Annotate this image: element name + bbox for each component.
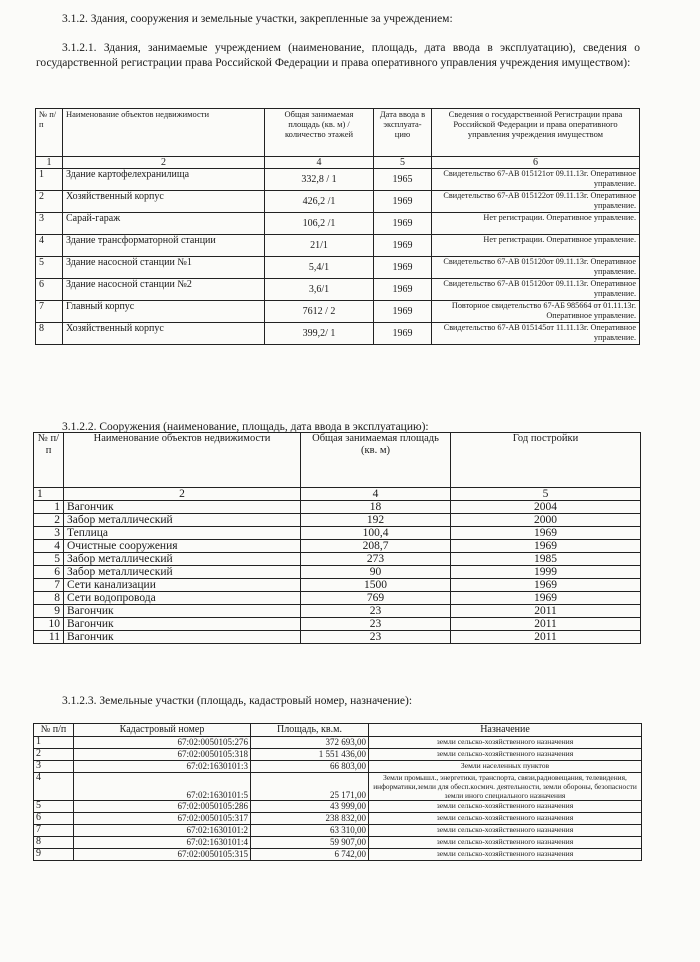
- cadastral-number: 67:02:1630101:4: [74, 837, 251, 849]
- land-area: 238 832,00: [251, 813, 369, 825]
- row-number: 8: [34, 592, 64, 605]
- col-header-number: № п/п: [36, 109, 63, 157]
- structure-year: 1985: [451, 553, 641, 566]
- col-header-registration: Сведения о государственной Регистрации права Российской Федерации и права оперативного управления учреждения имуществом: [432, 109, 640, 157]
- building-registration: Нет регистрации. Оперативное управление.: [432, 213, 640, 235]
- row-number: 2: [34, 749, 74, 761]
- building-registration: Свидетельство 67-АВ 015122от 09.11.13г. Оперативное управление.: [432, 191, 640, 213]
- table-row: [34, 553, 641, 566]
- row-number: 5: [36, 257, 63, 279]
- structure-name: Забор металлический: [64, 566, 301, 579]
- row-number: 3: [36, 213, 63, 235]
- building-year: 1969: [374, 213, 432, 235]
- col-number: 2: [64, 488, 301, 501]
- table-row: [34, 837, 642, 849]
- building-year: 1969: [374, 191, 432, 213]
- row-number: 5: [34, 553, 64, 566]
- building-area: 7612 / 2: [265, 301, 374, 323]
- structure-area: 100,4: [301, 527, 451, 540]
- row-number: 2: [36, 191, 63, 213]
- land-purpose: земли сельско-хозяйственного назначения: [369, 801, 642, 813]
- col-header-year: Дата ввода в эксплуата-цию: [374, 109, 432, 157]
- structure-year: 2011: [451, 618, 641, 631]
- section-heading-3-1-2-2: 3.1.2.2. Сооружения (наименование, площадь, дата ввода в эксплуатацию):: [62, 421, 429, 433]
- building-name: Хозяйственный корпус: [63, 191, 265, 213]
- col-number: 4: [265, 157, 374, 169]
- structure-name: Теплица: [64, 527, 301, 540]
- row-number: 4: [34, 773, 74, 801]
- structure-area: 23: [301, 631, 451, 644]
- structure-year: 1969: [451, 592, 641, 605]
- structure-year: 1969: [451, 527, 641, 540]
- structure-name: Забор металлический: [64, 553, 301, 566]
- building-year: 1969: [374, 301, 432, 323]
- col-header-area: Площадь, кв.м.: [251, 724, 369, 737]
- col-number: 6: [432, 157, 640, 169]
- structure-area: 18: [301, 501, 451, 514]
- section-heading-3-1-2-3: 3.1.2.3. Земельные участки (площадь, кадастровый номер, назначение):: [62, 695, 413, 707]
- structure-year: 2000: [451, 514, 641, 527]
- building-year: 1965: [374, 169, 432, 191]
- col-header-number: № п/п: [34, 724, 74, 737]
- row-number: 5: [34, 801, 74, 813]
- land-purpose: Земли промышл., энергетики, транспорта, связи,радиовещания, телевидения, информатики,земли для обесп.космич. деятельности, земли обороны, безопасности земли иного специального назначения: [369, 773, 642, 801]
- row-number: 7: [36, 301, 63, 323]
- structures-table: [33, 432, 641, 644]
- building-registration: Свидетельство 67-АВ 015120от 09.11.13г. Оперативное управление.: [432, 257, 640, 279]
- table-row: [34, 749, 642, 761]
- structure-name: Вагончик: [64, 501, 301, 514]
- land-area: 25 171,00: [251, 773, 369, 801]
- table-header-row: [36, 109, 640, 157]
- column-number-row: [34, 488, 641, 501]
- cadastral-number: 67:02:1630101:3: [74, 761, 251, 773]
- row-number: 6: [36, 279, 63, 301]
- building-registration: Нет регистрации. Оперативное управление.: [432, 235, 640, 257]
- table-row: [36, 235, 640, 257]
- structure-name: Вагончик: [64, 631, 301, 644]
- col-number: 1: [34, 488, 64, 501]
- land-area: 43 999,00: [251, 801, 369, 813]
- building-name: Здание насосной станции №1: [63, 257, 265, 279]
- row-number: 8: [36, 323, 63, 345]
- land-purpose: земли сельско-хозяйственного назначения: [369, 849, 642, 861]
- building-registration: Повторное свидетельство 67-АБ 985664 от 01.11.13г. Оперативное управление.: [432, 301, 640, 323]
- col-header-number: № п/п: [34, 433, 64, 488]
- table-row: [34, 605, 641, 618]
- col-number: 5: [374, 157, 432, 169]
- land-purpose: земли сельско-хозяйственного назначения: [369, 813, 642, 825]
- row-number: 4: [36, 235, 63, 257]
- col-header-cadastral: Кадастровый номер: [74, 724, 251, 737]
- col-number: 2: [63, 157, 265, 169]
- row-number: 9: [34, 605, 64, 618]
- structure-area: 90: [301, 566, 451, 579]
- land-purpose: Земли населенных пунктов: [369, 761, 642, 773]
- structure-area: 273: [301, 553, 451, 566]
- row-number: 11: [34, 631, 64, 644]
- building-registration: Свидетельство 67-АВ 015120от 09.11.13г. Оперативное управление.: [432, 279, 640, 301]
- row-number: 8: [34, 837, 74, 849]
- buildings-table: [35, 108, 640, 345]
- land-purpose: земли сельско-хозяйственного назначения: [369, 825, 642, 837]
- row-number: 1: [34, 501, 64, 514]
- cadastral-number: 67:02:0050105:318: [74, 749, 251, 761]
- structure-area: 23: [301, 618, 451, 631]
- structure-area: 192: [301, 514, 451, 527]
- col-header-year: Год постройки: [451, 433, 641, 488]
- row-number: 6: [34, 813, 74, 825]
- building-name: Здание картофелехранилища: [63, 169, 265, 191]
- table-row: [36, 301, 640, 323]
- table-row: [36, 213, 640, 235]
- land-area: 59 907,00: [251, 837, 369, 849]
- table-row: [36, 323, 640, 345]
- structure-year: 1969: [451, 540, 641, 553]
- land-area: 6 742,00: [251, 849, 369, 861]
- col-header-area: Общая занимаемая площадь (кв. м) / количество этажей: [265, 109, 374, 157]
- col-number: 1: [36, 157, 63, 169]
- structure-year: 1999: [451, 566, 641, 579]
- structure-year: 2004: [451, 501, 641, 514]
- building-year: 1969: [374, 235, 432, 257]
- land-area: 66 803,00: [251, 761, 369, 773]
- structure-year: 1969: [451, 579, 641, 592]
- structure-name: Вагончик: [64, 605, 301, 618]
- table-row: [34, 540, 641, 553]
- building-area: 3,6/1: [265, 279, 374, 301]
- building-area: 399,2/ 1: [265, 323, 374, 345]
- row-number: 6: [34, 566, 64, 579]
- table-row: [34, 801, 642, 813]
- table-header-row: [34, 433, 641, 488]
- structure-name: Вагончик: [64, 618, 301, 631]
- row-number: 7: [34, 825, 74, 837]
- col-header-name: Наименование объектов недвижимости: [63, 109, 265, 157]
- structure-name: Сети канализации: [64, 579, 301, 592]
- table-row: [34, 737, 642, 749]
- building-area: 426,2 /1: [265, 191, 374, 213]
- structure-name: Очистные сооружения: [64, 540, 301, 553]
- table-row: [34, 631, 641, 644]
- table-row: [34, 514, 641, 527]
- row-number: 3: [34, 527, 64, 540]
- structure-area: 208,7: [301, 540, 451, 553]
- building-area: 5,4/1: [265, 257, 374, 279]
- col-header-area: Общая занимаемая площадь (кв. м): [301, 433, 451, 488]
- building-registration: Свидетельство 67-АВ 015145от 11.11.13г. Оперативное управление.: [432, 323, 640, 345]
- cadastral-number: 67:02:0050105:286: [74, 801, 251, 813]
- table-row: [36, 169, 640, 191]
- col-number: 5: [451, 488, 641, 501]
- row-number: 9: [34, 849, 74, 861]
- building-year: 1969: [374, 279, 432, 301]
- section-intro-3-1-2-1: 3.1.2.1. Здания, занимаемые учреждением (наименование, площадь, дата ввода в эксплуатацию), сведения о государственной регистрации права Российской Федерации и права оперативного управления учреждения имуществом):: [36, 42, 640, 69]
- cadastral-number: 67:02:0050105:315: [74, 849, 251, 861]
- structure-year: 2011: [451, 605, 641, 618]
- section-heading-3-1-2: 3.1.2. Здания, сооружения и земельные участки, закрепленные за учреждением:: [62, 13, 453, 25]
- col-header-purpose: Назначение: [369, 724, 642, 737]
- cadastral-number: 67:02:0050105:317: [74, 813, 251, 825]
- building-name: Здание насосной станции №2: [63, 279, 265, 301]
- land-purpose: земли сельско-хозяйственного назначения: [369, 749, 642, 761]
- row-number: 1: [34, 737, 74, 749]
- cadastral-number: 67:02:0050105:276: [74, 737, 251, 749]
- table-row: [34, 579, 641, 592]
- building-year: 1969: [374, 323, 432, 345]
- table-row: [34, 618, 641, 631]
- row-number: 2: [34, 514, 64, 527]
- table-row: [34, 773, 642, 801]
- land-area: 372 693,00: [251, 737, 369, 749]
- cadastral-number: 67:02:1630101:5: [74, 773, 251, 801]
- table-row: [34, 592, 641, 605]
- table-row: [34, 849, 642, 861]
- row-number: 7: [34, 579, 64, 592]
- table-row: [34, 825, 642, 837]
- land-purpose: земли сельско-хозяйственного назначения: [369, 837, 642, 849]
- building-name: Сарай-гараж: [63, 213, 265, 235]
- row-number: 3: [34, 761, 74, 773]
- land-area: 1 551 436,00: [251, 749, 369, 761]
- building-area: 106,2 /1: [265, 213, 374, 235]
- building-name: Хозяйственный корпус: [63, 323, 265, 345]
- table-row: [36, 257, 640, 279]
- table-row: [34, 813, 642, 825]
- table-row: [36, 191, 640, 213]
- structure-area: 769: [301, 592, 451, 605]
- structure-year: 2011: [451, 631, 641, 644]
- row-number: 1: [36, 169, 63, 191]
- table-row: [34, 527, 641, 540]
- cadastral-number: 67:02:1630101:2: [74, 825, 251, 837]
- building-area: 332,8 / 1: [265, 169, 374, 191]
- table-row: [34, 501, 641, 514]
- structure-area: 1500: [301, 579, 451, 592]
- land-purpose: земли сельско-хозяйственного назначения: [369, 737, 642, 749]
- table-row: [36, 279, 640, 301]
- structure-name: Сети водопровода: [64, 592, 301, 605]
- building-year: 1969: [374, 257, 432, 279]
- building-registration: Свидетельство 67-АВ 015121от 09.11.13г. Оперативное управление.: [432, 169, 640, 191]
- table-header-row: [34, 724, 642, 737]
- building-name: Здание трансформаторной станции: [63, 235, 265, 257]
- row-number: 4: [34, 540, 64, 553]
- building-name: Главный корпус: [63, 301, 265, 323]
- building-area: 21/1: [265, 235, 374, 257]
- col-number: 4: [301, 488, 451, 501]
- table-row: [34, 566, 641, 579]
- row-number: 10: [34, 618, 64, 631]
- land-table: [33, 723, 642, 861]
- table-row: [34, 761, 642, 773]
- col-header-name: Наименование объектов недвижимости: [64, 433, 301, 488]
- column-number-row: [36, 157, 640, 169]
- structure-area: 23: [301, 605, 451, 618]
- structure-name: Забор металлический: [64, 514, 301, 527]
- land-area: 63 310,00: [251, 825, 369, 837]
